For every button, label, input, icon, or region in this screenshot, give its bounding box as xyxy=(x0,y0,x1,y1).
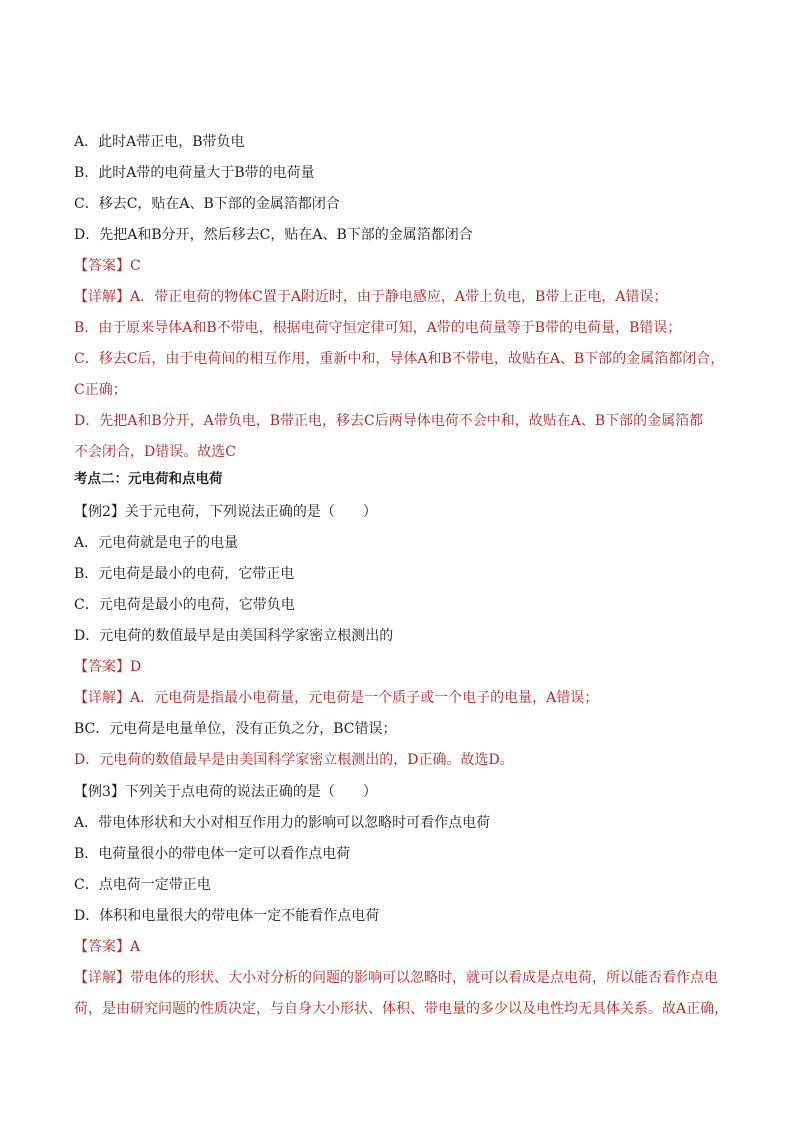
question-line: 【例3】下列关于点电荷的说法正确的是（ ） xyxy=(74,784,377,800)
explanation-line: 【详解】A．元电荷是指最小电荷量，元电荷是一个质子或一个电子的电量，A错误； xyxy=(74,690,599,706)
section-heading: 考点二：元电荷和点电荷 xyxy=(74,471,223,487)
explanation-line: BC．元电荷是电量单位，没有正负之分，BC错误； xyxy=(74,721,397,737)
option-a-line: A．此时A带正电，B带负电 xyxy=(74,134,245,150)
option-d-line: D．元电荷的数值最早是由美国科学家密立根测出的 xyxy=(74,628,394,644)
option-b-line: B．元电荷是最小的电荷，它带正电 xyxy=(74,566,295,582)
explanation-line: 荷，是由研究问题的性质决定，与自身大小形状、体积、带电量的多少以及电性均无具体关系。故A正确， xyxy=(74,1001,729,1017)
answer-line: 【答案】C xyxy=(74,258,141,274)
option-c-line: C．元电荷是最小的电荷，它带负电 xyxy=(74,597,295,613)
option-a-line: A．带电体形状和大小对相互作用力的影响可以忽略时可看作点电荷 xyxy=(74,815,491,831)
explanation-line: 【详解】A．带正电荷的物体C置于A附近时，由于静电感应，A带上负电，B带上正电，A错误； xyxy=(74,289,668,305)
option-c-line: C．移去C，贴在A、B下部的金属箔都闭合 xyxy=(74,196,340,212)
explanation-line: C正确； xyxy=(74,382,127,398)
option-d-line: D．先把A和B分开，然后移去C，贴在A、B下部的金属箔都闭合 xyxy=(74,227,473,243)
explanation-line: 不会闭合，D错误。故选C xyxy=(74,444,236,460)
option-b-line: B．电荷量很小的带电体一定可以看作点电荷 xyxy=(74,846,351,862)
option-d-line: D．体积和电量很大的带电体一定不能看作点电荷 xyxy=(74,908,380,924)
explanation-line: D．元电荷的数值最早是由美国科学家密立根测出的，D正确。故选D。 xyxy=(74,752,514,768)
answer-line: 【答案】A xyxy=(74,939,141,955)
explanation-line: 【详解】带电体的形状、大小对分析的问题的影响可以忽略时，就可以看成是点电荷，所以能否看作点电 xyxy=(74,970,718,986)
explanation-line: B．由于原来导体A和B不带电，根据电荷守恒定律可知，A带的电荷量等于B带的电荷量，B错误； xyxy=(74,320,682,336)
question-line: 【例2】关于元电荷，下列说法正确的是（ ） xyxy=(74,504,377,520)
answer-line: 【答案】D xyxy=(74,659,142,675)
explanation-line: D．先把A和B分开，A带负电，B带正电，移去C后两导体电荷不会中和，故贴在A、B下部的金属箔都 xyxy=(74,413,704,429)
option-b-line: B．此时A带的电荷量大于B带的电荷量 xyxy=(74,165,315,181)
explanation-line: C．移去C后，由于电荷间的相互作用，重新中和，导体A和B不带电，故贴在A、B下部的金属箔都闭合， xyxy=(74,351,725,367)
option-c-line: C．点电荷一定带正电 xyxy=(74,877,211,893)
option-a-line: A．元电荷就是电子的电量 xyxy=(74,535,239,551)
